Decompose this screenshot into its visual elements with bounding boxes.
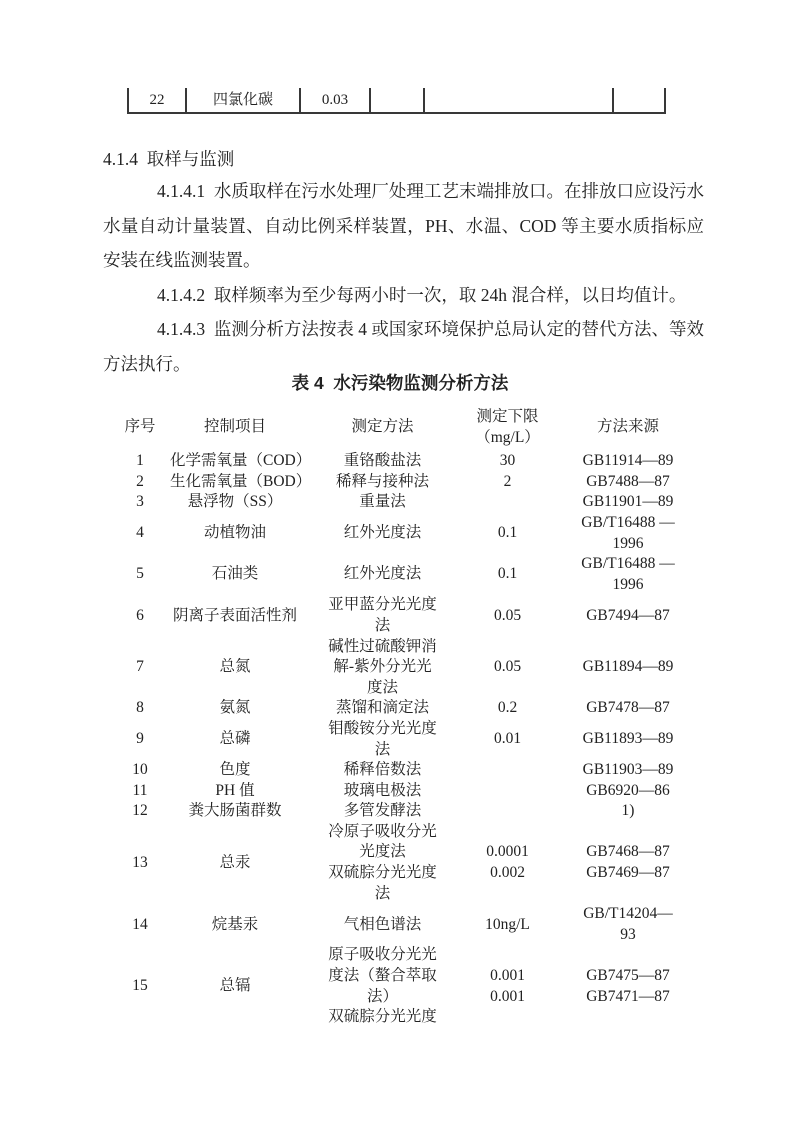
cell-source: [550, 554, 706, 595]
table4-row: [110, 451, 706, 472]
text-line: 10ng/L: [485, 915, 530, 933]
text-line: 93: [620, 925, 636, 943]
text-line: GB7468—87: [586, 843, 670, 861]
table4-row: [110, 492, 706, 513]
text-line: 总磷: [219, 730, 251, 748]
cell-no: [110, 945, 170, 1027]
text-line: 重量法: [359, 493, 406, 511]
text-line: GB7475—87: [586, 967, 670, 985]
text-line: 度法（螯合萃取: [328, 967, 437, 985]
cell-method: [300, 719, 465, 760]
text-line: 序号: [124, 418, 156, 436]
text-line: 9: [136, 730, 144, 748]
text-line: 2: [503, 472, 512, 490]
cell-no: [110, 407, 170, 451]
text-line: 0.001: [490, 967, 525, 985]
text-line: 色度: [219, 761, 251, 779]
carryover-cell: 0.03: [299, 88, 369, 112]
text-line: 动植物油: [203, 524, 266, 542]
paragraph-4-1-4-1: 4.1.4.1 水质取样在污水处理厂处理工艺末端排放口。在排放口应设污水水量自动计量装置、自动比例采样装置，PH、水温、COD 等主要水质指标应安装在线监测装置。: [103, 181, 704, 270]
text-line: 0.002: [490, 864, 525, 882]
cell-item: [170, 945, 300, 1027]
cell-method: [300, 904, 465, 945]
text-line: 气相色谱法: [343, 915, 422, 933]
text-line: 5: [136, 565, 144, 583]
text-line: 0.001: [490, 987, 525, 1005]
text-line: 方法来源: [596, 418, 659, 436]
cell-method: [300, 451, 465, 472]
cell-limit: [465, 904, 550, 945]
body-content: [103, 144, 704, 381]
table4-row: [110, 781, 706, 802]
text-line: GB7478—87: [586, 699, 670, 717]
text-line: （mg/L）: [475, 428, 540, 446]
table4-row: [110, 801, 706, 822]
text-line: 0.1: [497, 524, 518, 542]
text-line: 红外光度法: [343, 524, 422, 542]
cell-no: [110, 637, 170, 699]
text-line: 双硫腙分光光度: [328, 864, 437, 882]
cell-item: [170, 472, 312, 493]
text-line: PH 值: [215, 781, 255, 799]
cell-limit: [465, 781, 550, 802]
table4-row: [110, 760, 706, 781]
cell-method: [300, 554, 465, 595]
cell-source: [550, 801, 706, 822]
cell-no: [110, 492, 170, 513]
cell-item: [170, 595, 300, 636]
text-line: GB/T14204—: [583, 905, 673, 923]
table4-row: [110, 719, 706, 760]
cell-method: [300, 595, 465, 636]
cell-item: [170, 801, 300, 822]
text-line: 法: [374, 884, 391, 902]
cell-limit: [465, 472, 550, 493]
cell-limit: [465, 698, 550, 719]
cell-item: [170, 492, 300, 513]
cell-source: [550, 513, 706, 554]
text-line: 控制项目: [203, 418, 266, 436]
cell-limit: [465, 513, 550, 554]
cell-no: [110, 760, 170, 781]
cell-source: [550, 407, 706, 451]
text-line: 6: [136, 606, 144, 624]
text-line: 化学需氧量（COD）: [170, 452, 312, 470]
text-line: 总镉: [219, 977, 251, 995]
cell-limit: [465, 719, 550, 760]
text-line: 0.0001: [486, 843, 529, 861]
text-line: 0.1: [497, 565, 518, 583]
cell-source: [550, 945, 706, 1027]
text-line: 12: [132, 802, 148, 820]
text-line: 1): [621, 802, 635, 820]
cell-source: [550, 719, 706, 760]
cell-item: [170, 781, 300, 802]
text-line: 30: [499, 452, 516, 470]
carryover-table-row: [127, 88, 666, 114]
text-line: 碱性过硫酸钾消: [328, 637, 437, 655]
text-line: 总汞: [219, 853, 251, 871]
text-line: 13: [132, 853, 148, 871]
text-line: GB/T16488 —: [581, 555, 675, 573]
text-line: 法: [374, 616, 391, 634]
cell-source: [550, 781, 706, 802]
cell-limit: [465, 637, 550, 699]
cell-limit: [465, 407, 550, 451]
text-line: GB6920—86: [586, 781, 670, 799]
text-line: 1996: [612, 534, 644, 552]
text-line: 测定方法: [351, 418, 414, 436]
carryover-cell: [423, 88, 612, 112]
cell-no: [110, 554, 170, 595]
text-line: 解-紫外分光光: [333, 658, 432, 676]
cell-item: [170, 698, 300, 719]
paragraph-4-1-4-2: 4.1.4.2 取样频率为至少每两小时一次，取 24h 混合样，以日均值计。: [157, 284, 687, 305]
text-line: GB7488—87: [586, 472, 670, 490]
carryover-cell: [612, 88, 666, 112]
text-line: 多管发酵法: [343, 802, 422, 820]
cell-item: [170, 904, 300, 945]
table4-monitoring-methods: [110, 407, 706, 1028]
cell-method: [300, 407, 465, 451]
text-line: 法: [374, 740, 391, 758]
carryover-cell: 四氯化碳: [185, 88, 299, 112]
text-line: GB7471—87: [586, 987, 670, 1005]
table4-row: [110, 822, 706, 904]
cell-no: [110, 719, 170, 760]
carryover-cell: 22: [127, 88, 185, 112]
cell-no: [110, 801, 170, 822]
text-line: 测定下限: [476, 408, 539, 425]
text-line: 4: [136, 524, 144, 542]
text-line: 烷基汞: [211, 915, 259, 933]
text-line: 3: [136, 493, 144, 511]
cell-item: [170, 554, 300, 595]
text-line: 光度法: [359, 843, 406, 861]
text-line: 悬浮物（SS）: [187, 493, 283, 511]
cell-no: [110, 451, 170, 472]
cell-limit: [465, 801, 550, 822]
cell-item: [170, 407, 300, 451]
table4-header-group: [110, 407, 706, 451]
cell-method: [300, 822, 465, 904]
cell-limit: [465, 554, 550, 595]
cell-method: [300, 760, 465, 781]
cell-item: [170, 822, 300, 904]
table4-body-group: [110, 451, 706, 1028]
text-line: 亚甲蓝分光光度: [328, 596, 437, 614]
text-line: 1996: [612, 575, 644, 593]
text-line: 稀释倍数法: [343, 761, 422, 779]
table4-row: [110, 472, 706, 493]
cell-limit: [465, 492, 550, 513]
table4-row: [110, 637, 706, 699]
text-line: 2: [136, 472, 144, 490]
text-line: 钼酸铵分光光度: [328, 719, 437, 737]
cell-source: [550, 904, 706, 945]
text-line: 粪大肠菌群数: [188, 802, 282, 820]
table4-title: 表 4 水污染物监测分析方法: [291, 373, 509, 393]
cell-no: [110, 822, 170, 904]
cell-source: [550, 451, 706, 472]
text-line: 法）: [366, 987, 398, 1005]
text-line: GB7494—87: [586, 606, 670, 624]
text-line: 原子吸收分光光: [328, 946, 437, 964]
text-line: GB11893—89: [582, 730, 674, 748]
cell-source: [550, 595, 706, 636]
text-line: 氨氮: [219, 699, 251, 717]
cell-method: [300, 781, 465, 802]
table4-row: [110, 554, 706, 595]
cell-limit: [465, 760, 550, 781]
cell-source: [550, 492, 706, 513]
carryover-cell: [369, 88, 423, 112]
cell-method: [300, 513, 465, 554]
cell-no: [110, 904, 170, 945]
text-line: 0.05: [493, 658, 522, 676]
text-line: 7: [136, 658, 144, 676]
text-line: 8: [136, 699, 144, 717]
text-line: 蒸馏和滴定法: [335, 699, 429, 717]
table4-row: [110, 698, 706, 719]
cell-source: [550, 822, 706, 904]
text-line: 玻璃电极法: [343, 781, 422, 799]
table4-header-row: [110, 407, 706, 451]
cell-limit: [465, 595, 550, 636]
table4-row: [110, 904, 706, 945]
text-line: 总氮: [219, 658, 251, 676]
cell-method: [300, 945, 465, 1027]
cell-limit: [465, 945, 550, 1027]
cell-item: [170, 719, 300, 760]
text-line: GB11914—89: [582, 452, 674, 470]
cell-source: [550, 698, 706, 719]
text-line: 1: [136, 452, 144, 470]
text-line: 11: [132, 781, 148, 799]
text-line: 冷原子吸收分光: [328, 822, 437, 840]
text-line: GB/T16488 —: [581, 513, 675, 531]
cell-item: [170, 451, 312, 472]
text-line: 0.05: [493, 606, 522, 624]
cell-item: [170, 637, 300, 699]
cell-method: [300, 637, 465, 699]
text-line: 15: [132, 977, 148, 995]
text-line: 0.01: [493, 730, 522, 748]
paragraph-4-1-4-3: 4.1.4.3 监测分析方法按表 4 或国家环境保护总局认定的替代方法、等效方法执行。: [103, 319, 704, 374]
table4-row: [110, 945, 706, 1027]
cell-method: [300, 492, 465, 513]
text-line: 重铬酸盐法: [343, 452, 422, 470]
text-line: 阴离子表面活性剂: [172, 606, 297, 624]
text-line: 0.2: [497, 699, 518, 717]
cell-source: [550, 760, 706, 781]
cell-no: [110, 472, 170, 493]
cell-source: [550, 637, 706, 699]
text-line: 石油类: [211, 565, 259, 583]
section-heading-4-1-4: 4.1.4 取样与监测: [103, 149, 235, 169]
table4-row: [110, 513, 706, 554]
text-line: 10: [132, 761, 148, 779]
cell-source: [550, 472, 706, 493]
text-line: 稀释与接种法: [335, 472, 429, 490]
text-line: 红外光度法: [343, 565, 422, 583]
cell-no: [110, 698, 170, 719]
cell-no: [110, 595, 170, 636]
text-line: 度法: [366, 678, 398, 696]
cell-limit: [465, 451, 550, 472]
text-line: GB11901—89: [582, 493, 674, 511]
cell-no: [110, 781, 170, 802]
text-line: GB11903—89: [582, 761, 674, 779]
cell-method: [300, 801, 465, 822]
cell-limit: [465, 822, 550, 904]
cell-method: [300, 698, 465, 719]
text-line: GB7469—87: [586, 864, 670, 882]
cell-method: [300, 472, 465, 493]
table4-row: [110, 595, 706, 636]
text-line: 双硫腙分光光度: [328, 1008, 437, 1026]
cell-item: [170, 760, 300, 781]
cell-item: [170, 513, 300, 554]
text-line: 生化需氧量（BOD）: [170, 472, 312, 490]
text-line: GB11894—89: [582, 658, 674, 676]
text-line: 14: [132, 915, 148, 933]
cell-no: [110, 513, 170, 554]
